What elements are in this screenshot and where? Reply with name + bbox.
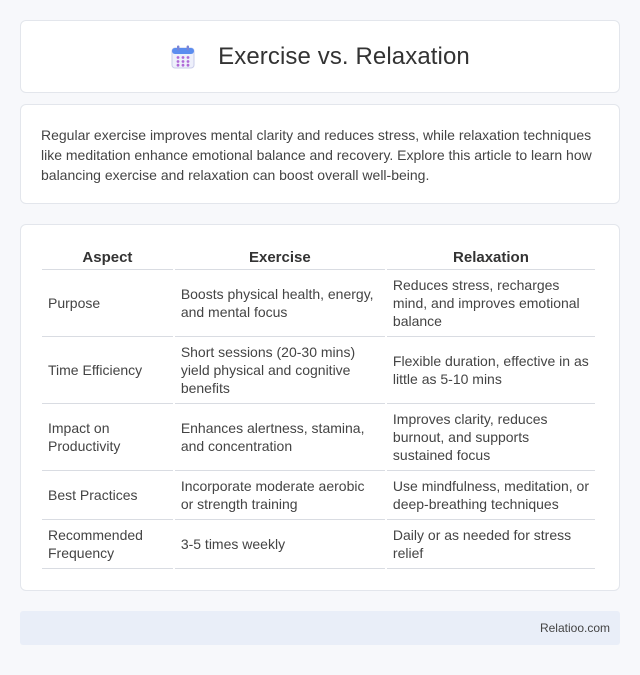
row-aspect: Impact on Productivity — [42, 404, 173, 471]
row-relaxation: Daily or as needed for stress relief — [387, 520, 595, 569]
row-relaxation: Reduces stress, recharges mind, and improves emotional balance — [387, 270, 595, 337]
row-aspect: Recommended Frequency — [42, 520, 173, 569]
calendar-icon — [170, 44, 196, 70]
intro-text: Regular exercise improves mental clarity and reduces stress, while relaxation techniques like meditation enhance emotional balance and recovery. Explore this article to learn how balancing exercise and relaxation can boost overall well-being. — [41, 127, 592, 183]
table-row — [42, 337, 595, 404]
row-aspect: Best Practices — [42, 471, 173, 520]
row-exercise: 3-5 times weekly — [175, 520, 385, 569]
header-exercise: Exercise — [175, 245, 385, 270]
header-relaxation: Relaxation — [387, 245, 595, 270]
row-exercise: Incorporate moderate aerobic or strength training — [175, 471, 385, 520]
row-aspect: Time Efficiency — [42, 337, 173, 404]
row-exercise: Short sessions (20-30 mins) yield physical and cognitive benefits — [175, 337, 385, 404]
row-relaxation: Flexible duration, effective in as little as 5-10 mins — [387, 337, 595, 404]
table-row — [42, 404, 595, 471]
row-exercise: Enhances alertness, stamina, and concentration — [175, 404, 385, 471]
row-aspect: Purpose — [42, 270, 173, 337]
page-title: Exercise vs. Relaxation — [218, 42, 470, 70]
header-aspect: Aspect — [42, 245, 173, 270]
footer — [20, 611, 620, 645]
footer-site-link[interactable]: Relatioo.com — [539, 621, 610, 635]
table-header-row — [42, 245, 595, 270]
title-card — [20, 20, 620, 93]
row-relaxation: Improves clarity, reduces burnout, and supports sustained focus — [387, 404, 595, 471]
table-row — [42, 471, 595, 520]
table-row — [42, 520, 595, 569]
row-exercise: Boosts physical health, energy, and mental focus — [175, 270, 385, 337]
row-relaxation: Use mindfulness, meditation, or deep-breathing techniques — [387, 471, 595, 520]
intro-card — [20, 104, 620, 204]
comparison-table-card — [20, 224, 620, 591]
table-row — [42, 270, 595, 337]
comparison-table — [40, 245, 597, 569]
